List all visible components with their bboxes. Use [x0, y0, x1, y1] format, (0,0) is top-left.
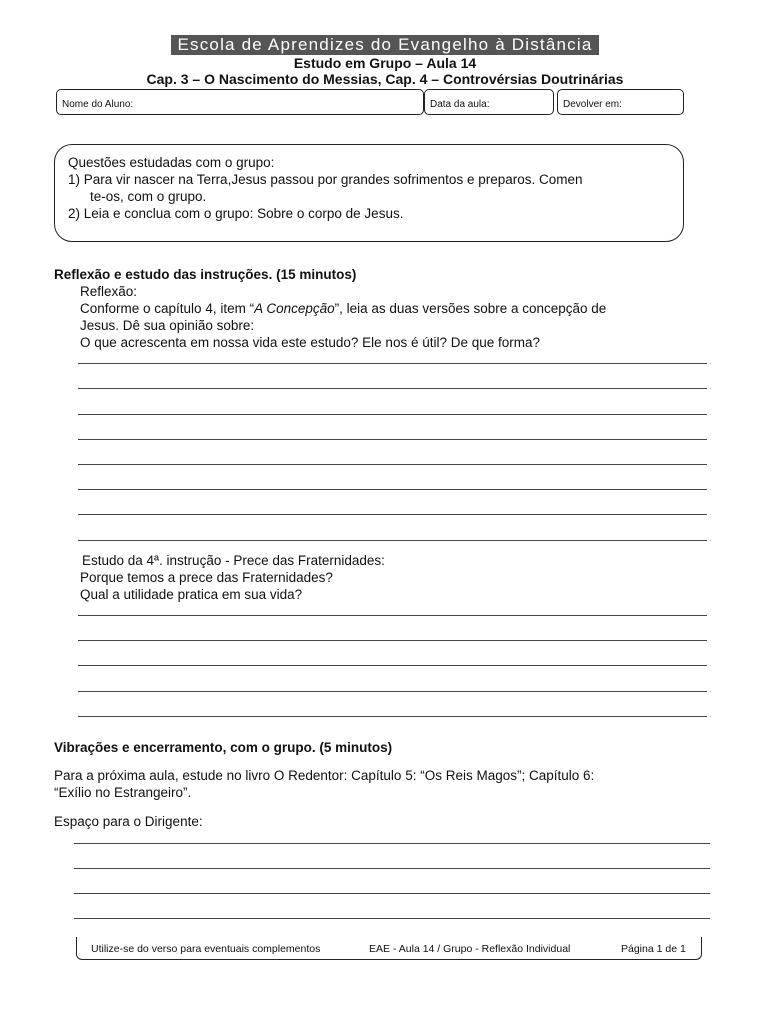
- answer-line[interactable]: [78, 489, 707, 490]
- return-date-field[interactable]: [557, 89, 684, 115]
- chapters-line: Cap. 3 – O Nascimento do Messias, Cap. 4 – Controvérsias Doutrinárias: [146, 71, 624, 87]
- study-line-3: Qual a utilidade pratica em sua vida?: [80, 587, 303, 602]
- director-line[interactable]: [74, 893, 710, 894]
- director-line[interactable]: [74, 868, 710, 869]
- director-label: Espaço para o Dirigente:: [54, 814, 203, 829]
- reflection-line-1-post: ”, leia as duas versões sobre a concepção de: [334, 301, 607, 316]
- questions-heading: Questões estudadas com o grupo:: [68, 155, 275, 170]
- director-line[interactable]: [74, 843, 710, 844]
- footer-course: EAE - Aula 14 / Grupo - Reflexão Individual: [369, 943, 571, 955]
- answer-line[interactable]: [78, 514, 707, 515]
- study-line-1: Estudo da 4ª. instrução - Prece das Fraternidades:: [82, 553, 385, 568]
- study-line-2: Porque temos a prece das Fraternidades?: [80, 570, 333, 585]
- answer-line[interactable]: [78, 363, 707, 364]
- question-2: 2) Leia e conclua com o grupo: Sobre o corpo de Jesus.: [68, 206, 404, 221]
- return-date-label: Devolver em:: [563, 99, 622, 110]
- question-1-line-1: 1) Para vir nascer na Terra,Jesus passou por grandes sofrimentos e preparos. Comen: [68, 172, 583, 187]
- answer-line[interactable]: [78, 540, 707, 541]
- answer-line[interactable]: [78, 640, 707, 641]
- page-title: Escola de Aprendizes do Evangelho à Distância: [171, 35, 598, 55]
- director-line[interactable]: [74, 918, 710, 919]
- student-name-label: Nome do Aluno:: [62, 99, 134, 110]
- page-footer: [76, 937, 702, 960]
- reflection-label: Reflexão:: [80, 284, 138, 299]
- subtitle: Estudo em Grupo – Aula 14: [293, 55, 477, 71]
- class-date-label: Data da aula:: [430, 99, 490, 110]
- answer-line[interactable]: [78, 439, 707, 440]
- reflection-line-1-italic: A Concepção: [254, 301, 335, 316]
- footer-note: Utilize-se do verso para eventuais complementos: [91, 943, 321, 955]
- footer-page-number: Página 1 de 1: [621, 943, 686, 955]
- answer-line[interactable]: [78, 615, 707, 616]
- next-class-line-2: “Exílio no Estrangeiro”.: [54, 785, 192, 800]
- answer-line[interactable]: [78, 665, 707, 666]
- title-bar: [0, 35, 770, 55]
- answer-line[interactable]: [78, 691, 707, 692]
- class-date-field[interactable]: [424, 89, 554, 115]
- student-name-field[interactable]: [56, 89, 424, 115]
- answer-line[interactable]: [78, 716, 707, 717]
- closing-heading: Vibrações e encerramento, com o grupo. (5 minutos): [54, 740, 393, 755]
- answer-line[interactable]: [78, 414, 707, 415]
- reflection-line-2: Jesus. Dê sua opinião sobre:: [80, 318, 255, 333]
- reflection-line-1-pre: Conforme o capítulo 4, item “: [80, 301, 255, 316]
- reflection-line-3: O que acrescenta em nossa vida este estudo? Ele nos é útil? De que forma?: [80, 335, 541, 350]
- reflection-heading: Reflexão e estudo das instruções. (15 minutos): [54, 267, 357, 282]
- answer-line[interactable]: [78, 388, 707, 389]
- question-1-line-2: te-os, com o grupo.: [90, 189, 207, 204]
- answer-line[interactable]: [78, 464, 707, 465]
- next-class-line-1: Para a próxima aula, estude no livro O Redentor: Capítulo 5: “Os Reis Magos”; Capítulo 6:: [54, 768, 595, 783]
- reflection-line-1: [80, 300, 606, 317]
